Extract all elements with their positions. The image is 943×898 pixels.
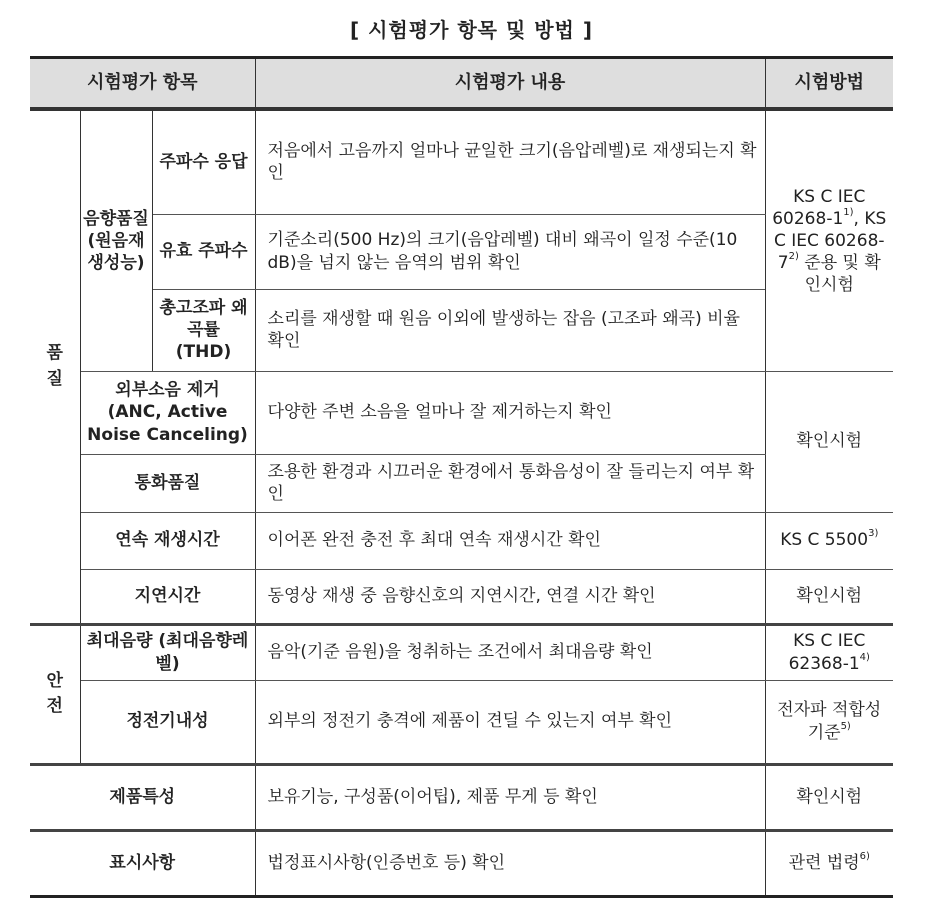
method-check-test: 확인시험 — [765, 764, 893, 830]
method-related-law: 관련 법령$^{6)}$ — [765, 830, 893, 896]
method-emc-standard: 전자파 적합성 기준$^{5)}$ — [765, 680, 893, 764]
item-content: 보유기능, 구성품(이어팁), 제품 무게 등 확인 — [255, 764, 765, 830]
table-title: [ 시험평가 항목 및 방법 ] — [350, 18, 593, 42]
item-label: 통화품질 — [80, 454, 255, 512]
item-content: 음악(기준 음원)을 청취하는 조건에서 최대음량 확인 — [255, 624, 765, 680]
item-content: 소리를 재생할 때 원음 이외에 발생하는 잡음 (고조파 왜곡) 비율 확인 — [255, 289, 765, 371]
item-label: 표시사항 — [30, 830, 255, 896]
item-content: 외부의 정전기 충격에 제품이 견딜 수 있는지 여부 확인 — [255, 680, 765, 764]
item-label: 제품특성 — [30, 764, 255, 830]
item-label: 외부소음 제거 (ANC, Active Noise Canceling) — [80, 371, 255, 454]
item-label: 연속 재생시간 — [80, 512, 255, 569]
item-label: 총고조파 왜곡률 (THD) — [152, 289, 255, 371]
item-label: 정전기내성 — [80, 680, 255, 764]
method-ks-c-5500: KS C 5500$^{3)}$ — [765, 512, 893, 569]
item-content: 이어폰 완전 충전 후 최대 연속 재생시간 확인 — [255, 512, 765, 569]
group-sound-quality: 음향품질(원음재생성능) — [80, 109, 152, 371]
method-check-test: 확인시험 — [765, 371, 893, 512]
item-content: 법정표시사항(인증번호 등) 확인 — [255, 830, 765, 896]
evaluation-table — [30, 56, 893, 898]
method-ks-iec-60268: KS C IEC 60268-1$^{1)}$, KS C IEC 60268-7$^{2)}$ 준용 및 확인시험 — [765, 109, 893, 371]
method-check-test: 확인시험 — [765, 569, 893, 624]
item-label: 지연시간 — [80, 569, 255, 624]
item-label: 유효 주파수 — [152, 214, 255, 289]
item-content: 조용한 환경과 시끄러운 환경에서 통화음성이 잘 들리는지 여부 확인 — [255, 454, 765, 512]
header-item: 시험평가 항목 — [30, 58, 255, 110]
group-quality: 품질 — [30, 109, 80, 624]
item-content: 동영상 재생 중 음향신호의 지연시간, 연결 시간 확인 — [255, 569, 765, 624]
item-content: 다양한 주변 소음을 얼마나 잘 제거하는지 확인 — [255, 371, 765, 454]
item-content: 저음에서 고음까지 얼마나 균일한 크기(음압레벨)로 재생되는지 확인 — [255, 109, 765, 214]
item-label: 주파수 응답 — [152, 109, 255, 214]
item-label: 최대음량 (최대음향레벨) — [80, 624, 255, 680]
group-safety: 안전 — [30, 624, 80, 764]
item-content: 기준소리(500 Hz)의 크기(음압레벨) 대비 왜곡이 일정 수준(10 dB)을 넘지 않는 음역의 범위 확인 — [255, 214, 765, 289]
header-method: 시험방법 — [765, 58, 893, 110]
method-ks-iec-62368: KS C IEC 62368-1$^{4)}$ — [765, 624, 893, 680]
header-content: 시험평가 내용 — [255, 58, 765, 110]
